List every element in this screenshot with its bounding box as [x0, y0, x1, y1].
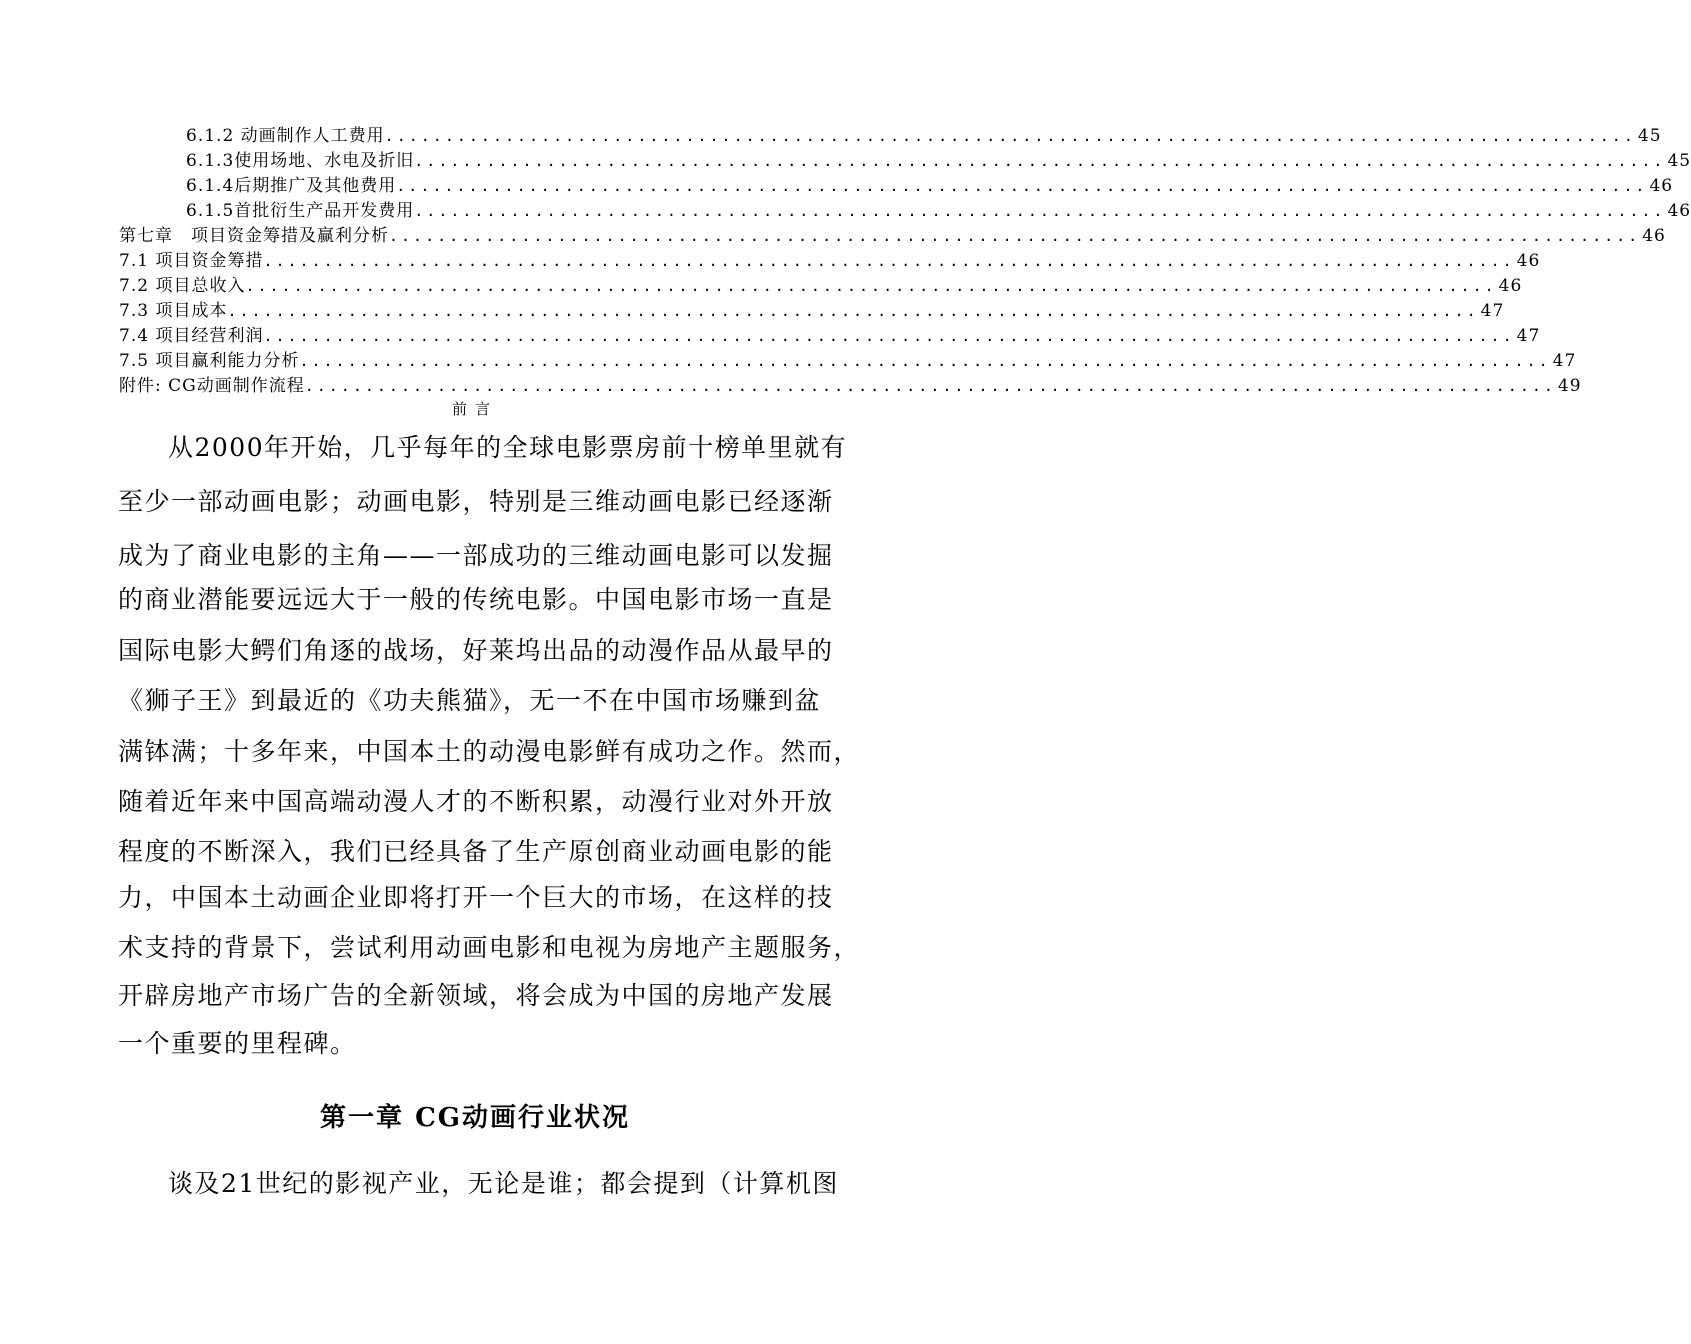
toc-entry-page: 49 [1557, 376, 1582, 396]
chapter-heading: 第一章 CG动画行业状况 [320, 1103, 630, 1133]
toc-entry[interactable] [186, 174, 1674, 199]
toc-entry[interactable] [119, 324, 1541, 349]
toc-entry-title: 7.1 项目资金筹措 [119, 251, 264, 271]
toc-entry-title: 附件: CG动画制作流程 [119, 376, 305, 396]
paragraph-line: 从2000年开始，几乎每年的全球电影票房前十榜单里就有 [168, 433, 848, 462]
preface-title: 前言 [451, 400, 498, 418]
toc-leader-dots: ........................................................................................................ [396, 177, 1648, 195]
paragraph-line: 成为了商业电影的主角——一部成功的三维动画电影可以发掘 [118, 541, 834, 570]
toc-entry-title: 6.1.5首批衍生产品开发费用 [186, 201, 415, 221]
toc-entry-page: 45 [1637, 126, 1662, 146]
toc-entry[interactable] [186, 124, 1662, 149]
toc-leader-dots: ........................................................................................................ [299, 352, 1551, 370]
toc-entry[interactable] [186, 149, 1691, 174]
toc-entry[interactable] [119, 299, 1505, 324]
toc-entry-title: 6.1.4后期推广及其他费用 [186, 176, 397, 196]
toc-leader-dots: ........................................................................................................ [227, 302, 1479, 320]
toc-entry-title: 6.1.3使用场地、水电及折旧 [186, 151, 415, 171]
toc-leader-dots: ........................................................................................................ [245, 277, 1497, 295]
paragraph-line: 随着近年来中国高端动漫人才的不断积累，动漫行业对外开放 [118, 787, 834, 816]
paragraph-line: 一个重要的里程碑。 [118, 1029, 357, 1058]
toc-entry[interactable] [119, 349, 1577, 374]
toc-entry[interactable] [119, 249, 1541, 274]
toc-entry-title: 7.3 项目成本 [119, 301, 228, 321]
paragraph-line: 至少一部动画电影；动画电影，特别是三维动画电影已经逐渐 [118, 487, 834, 516]
toc-leader-dots: ........................................................................................................ [304, 377, 1556, 395]
paragraph-line: 《狮子王》到最近的《功夫熊猫》，无一不在中国市场赚到盆 [118, 686, 822, 715]
toc-entry-title: 7.4 项目经营利润 [119, 326, 264, 346]
paragraph-line: 国际电影大鳄们角逐的战场，好莱坞出品的动漫作品从最早的 [118, 636, 834, 665]
paragraph-line: 术支持的背景下，尝试利用动画电影和电视为房地产主题服务， [118, 933, 861, 962]
toc-entry-page: 46 [1642, 226, 1666, 246]
paragraph-line: 满钵满；十多年来，中国本土的动漫电影鲜有成功之作。然而， [118, 737, 861, 766]
toc-entry-title: 6.1.2 动画制作人工费用 [186, 126, 385, 146]
toc-leader-dots: ........................................................................................................ [384, 127, 1636, 145]
toc-entry[interactable] [119, 274, 1523, 299]
toc-entry-page: 47 [1480, 301, 1505, 321]
paragraph-line: 谈及21世纪的影视产业，无论是谁；都会提到（计算机图 [168, 1169, 839, 1198]
toc-leader-dots: ........................................................................................................ [263, 327, 1515, 345]
toc-entry-title: 第七章 项目资金筹措及赢利分析 [119, 226, 389, 246]
toc-leader-dots: ........................................................................................................ [414, 202, 1666, 220]
toc-entry-page: 45 [1667, 151, 1691, 171]
toc-entry-page: 46 [1498, 276, 1523, 296]
toc-entry-page: 46 [1516, 251, 1541, 271]
toc-entry-page: 47 [1516, 326, 1541, 346]
toc-entry[interactable] [119, 374, 1582, 399]
paragraph-line: 的商业潜能要远远大于一般的传统电影。中国电影市场一直是 [118, 585, 834, 614]
toc-entry[interactable] [119, 224, 1666, 249]
toc-leader-dots: ........................................................................................................ [414, 152, 1666, 170]
toc-entry-page: 46 [1667, 201, 1691, 221]
toc-entry-title: 7.5 项目赢利能力分析 [119, 351, 300, 371]
toc-entry-page: 46 [1649, 176, 1674, 196]
toc-entry[interactable] [186, 199, 1691, 224]
paragraph-line: 程度的不断深入，我们已经具备了生产原创商业动画电影的能 [118, 837, 834, 866]
toc-leader-dots: ........................................................................................................ [263, 252, 1515, 270]
toc-entry-title: 7.2 项目总收入 [119, 276, 246, 296]
paragraph-line: 开辟房地产市场广告的全新领域，将会成为中国的房地产发展 [118, 981, 834, 1010]
paragraph-line: 力，中国本土动画企业即将打开一个巨大的市场，在这样的技 [118, 883, 834, 912]
toc-leader-dots: ........................................................................................................ [389, 227, 1641, 245]
toc-entry-page: 47 [1552, 351, 1577, 371]
